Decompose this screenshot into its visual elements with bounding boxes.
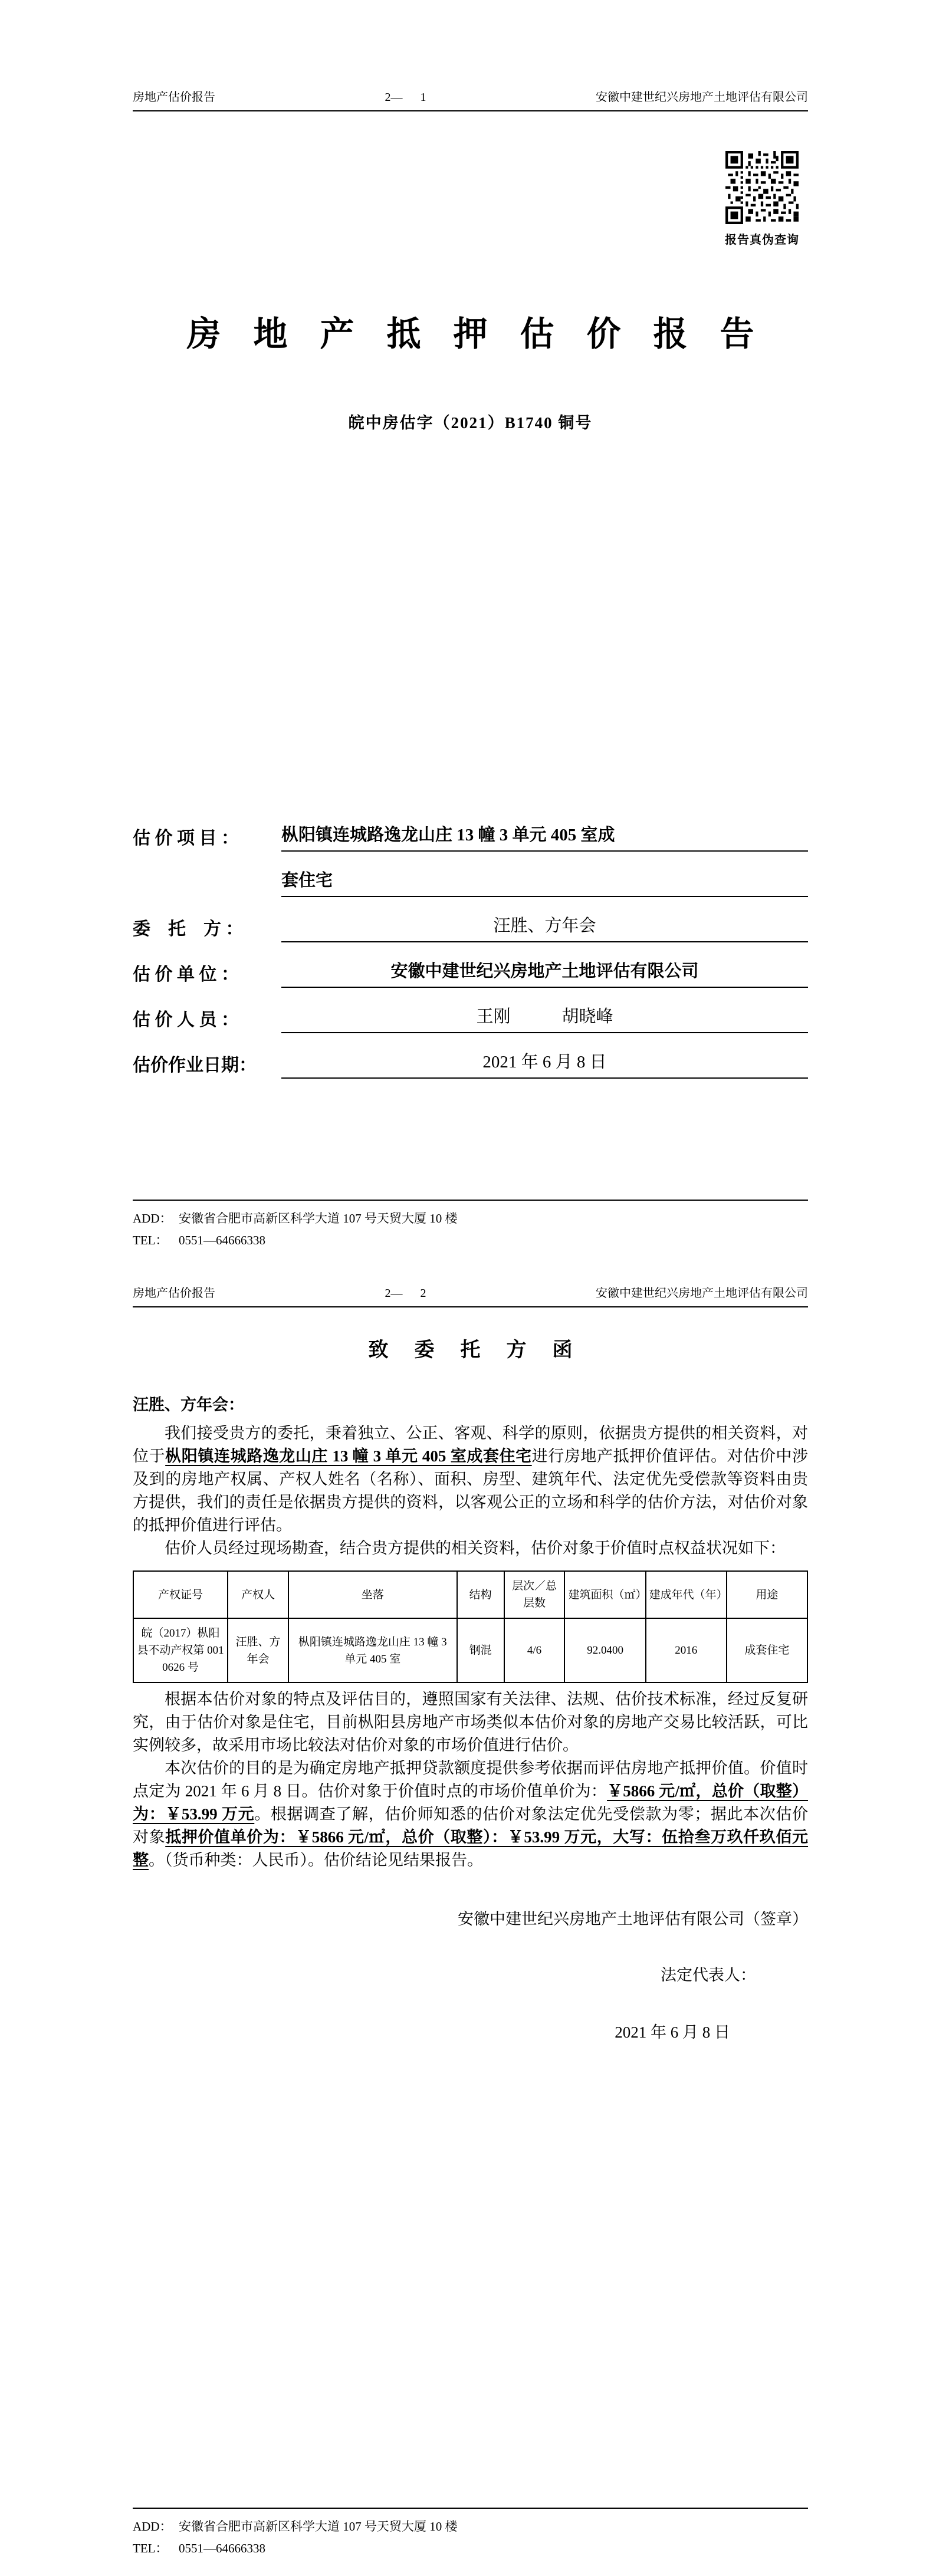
th-use: 用途 [727, 1571, 807, 1618]
page-2 [0, 1268, 936, 2576]
header-company-name: 安徽中建世纪兴房地产土地评估有限公司 [596, 91, 808, 104]
table-row [133, 1618, 807, 1683]
th-owner: 产权人 [228, 1571, 288, 1618]
paragraph-engagement [133, 1422, 808, 1537]
footer-address-line [133, 2516, 808, 2538]
field-project-value-line2: 套住宅 [281, 868, 808, 897]
field-client-value: 汪胜、方年会 [281, 913, 808, 942]
field-work-date-label: 估价作业日期： [133, 1056, 257, 1075]
cover-fields [133, 822, 808, 1079]
cell-year-built: 2016 [646, 1618, 727, 1683]
field-project-label: 估 价 项 目 ： [133, 829, 239, 848]
text-segment: 本次估价的目的是为确定房地产抵押贷款额度提供参考依据而评估房地产抵押价值。价值时点定为 2021 年 6 月 8 日。估价对象于价值时点的市场价值单价为： [133, 1759, 808, 1800]
qr-caption: 报告真伪查询 [725, 234, 799, 247]
qr-block [718, 151, 806, 247]
field-project [133, 822, 808, 852]
th-area: 建筑面积（㎡） [564, 1571, 645, 1618]
table-header-row [133, 1571, 807, 1618]
paragraph-inspection: 估价人员经过现场勘查，结合贵方提供的相关资料，估价对象于价值时点权益状况如下： [165, 1539, 786, 1557]
signature-date: 2021 年 6 月 8 日 [615, 2023, 730, 2041]
th-floor: 层次／总层数 [504, 1571, 565, 1618]
cell-certificate-no: 皖（2017）枞阳县不动产权第 0010626 号 [133, 1618, 228, 1683]
field-work-date [133, 1049, 808, 1079]
page-footer [133, 2508, 808, 2559]
header-company-name: 安徽中建世纪兴房地产土地评估有限公司 [596, 1287, 808, 1300]
footer-tel-label: TEL： [133, 1233, 168, 1247]
th-location: 坐落 [288, 1571, 457, 1618]
footer-address-line [133, 1208, 808, 1230]
footer-tel-line [133, 2538, 808, 2559]
field-appraisers-value: 王刚 胡晓峰 [281, 1004, 808, 1033]
footer-tel-line [133, 1230, 808, 1251]
field-work-date-value: 2021 年 6 月 8 日 [281, 1049, 808, 1079]
page-header [133, 0, 808, 111]
field-agency-label: 估 价 单 位 ： [133, 965, 239, 984]
cell-owner: 汪胜、方年会 [228, 1618, 288, 1683]
letter-salutation: 汪胜、方年会： [133, 1396, 244, 1414]
th-year-built: 建成年代（年） [646, 1571, 727, 1618]
footer-add-label: ADD： [133, 2519, 172, 2534]
signature-legal-rep: 法定代表人： [661, 1966, 756, 1984]
field-appraisers [133, 1004, 808, 1033]
text-segment: 进行房地产抵押价值评估。对估价中涉及到的房地产权属、产权人姓名（名称）、面积、房型、建筑年代、法定优先受偿款等资料由贵方提供，我们的责任是依据贵方提供的资料，以客观公正的立场和科学的估价方法，对估价对象的抵押价值进行评估。 [133, 1447, 809, 1534]
footer-address: 安徽省合肥市高新区科学大道 107 号天贸大厦 10 楼 [179, 1211, 458, 1225]
subject-property-em: 枞阳镇连城路逸龙山庄 13 幢 3 单元 405 室成套住宅 [165, 1447, 532, 1465]
th-certificate-no: 产权证号 [133, 1571, 228, 1618]
letter-title: 致委托方函 [368, 1339, 599, 1361]
mortgage-value-em: 抵押价值单价为：￥5866 元/㎡，总价（取整）：￥53.99 万元，大写：伍拾叁万玖仟玖佰元整 [133, 1828, 809, 1869]
header-doc-title: 房地产估价报告 [133, 91, 215, 104]
cell-structure: 钢混 [457, 1618, 504, 1683]
paragraph-conclusion [133, 1757, 808, 1872]
field-agency-value: 安徽中建世纪兴房地产土地评估有限公司 [281, 958, 808, 988]
header-page-number: 2— 2 [385, 1287, 426, 1300]
letter-body [133, 1422, 808, 1872]
text-segment: 我们接受贵方的委托，秉着独立、公正、客观、科学的原则，依据贵方提供的相关资料，对位于 [133, 1424, 808, 1465]
field-client [133, 913, 808, 942]
field-project-value-line1: 枞阳镇连城路逸龙山庄 13 幢 3 单元 405 室成 [281, 822, 808, 852]
field-appraisers-label: 估 价 人 员 ： [133, 1010, 239, 1030]
signature-company: 安徽中建世纪兴房地产土地评估有限公司（签章） [458, 1910, 808, 1928]
page-footer [133, 1200, 808, 1251]
market-value-em: ￥5866 元/㎡，总价（取整）为：￥53.99 万元 [133, 1782, 808, 1823]
page-header [133, 1268, 808, 1307]
text-segment: 。（货币种类：人民币）。估价结论见结果报告。 [149, 1851, 483, 1869]
cell-location: 枞阳镇连城路逸龙山庄 13 幢 3 单元 405 室 [288, 1618, 457, 1683]
paragraph-method: 根据本估价对象的特点及评估目的，遵照国家有关法律、法规、估价技术标准，经过反复研究，由于估价对象是住宅，目前枞阳县房地产市场类似本估价对象的房地产交易比较活跃，可比实例较多，故采用市场比较法对估价对象的市场价值进行估价。 [133, 1690, 808, 1754]
cell-floor: 4/6 [504, 1618, 565, 1683]
footer-tel-label: TEL： [133, 2541, 168, 2555]
property-rights-table [133, 1570, 808, 1683]
report-number: 皖中房估字（2021）B1740 铜号 [348, 414, 593, 432]
field-project-continuation [133, 868, 808, 897]
footer-tel: 0551—64666338 [179, 2541, 265, 2555]
qr-code-icon [725, 151, 799, 224]
field-agency [133, 958, 808, 988]
header-doc-title: 房地产估价报告 [133, 1287, 215, 1300]
th-structure: 结构 [457, 1571, 504, 1618]
text-segment: 。根据调查了解，估价师知悉的估价对象法定优先受偿款为零；据此本次估价对象 [133, 1805, 809, 1846]
field-client-label: 委 托 方 ： [133, 919, 244, 939]
cell-use: 成套住宅 [727, 1618, 807, 1683]
footer-tel: 0551—64666338 [179, 1233, 265, 1247]
cell-area: 92.0400 [564, 1618, 645, 1683]
footer-add-label: ADD： [133, 1211, 172, 1225]
footer-address: 安徽省合肥市高新区科学大道 107 号天贸大厦 10 楼 [179, 2519, 458, 2534]
header-page-number: 2— 1 [385, 91, 426, 104]
page-1 [0, 0, 936, 1268]
report-title: 房地产抵押估价报告 [186, 315, 787, 353]
